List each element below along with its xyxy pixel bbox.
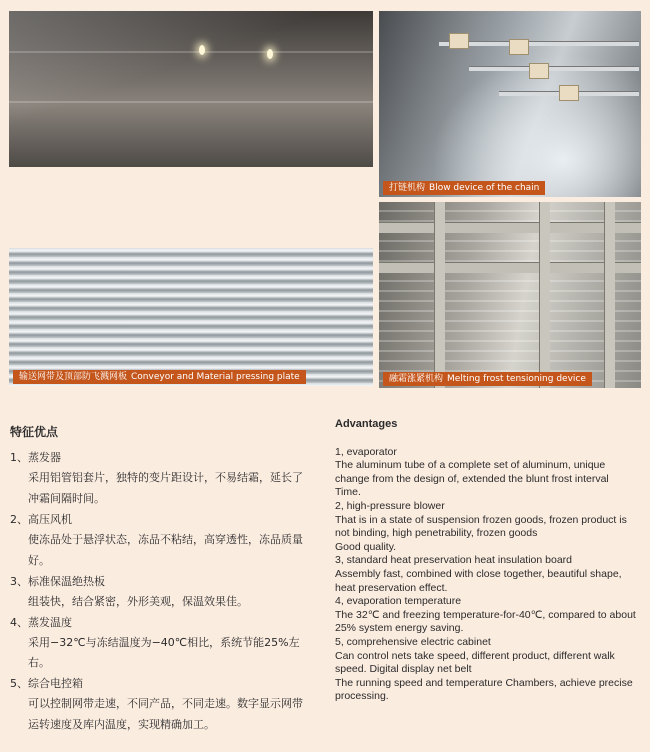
caption-frost <box>383 372 592 386</box>
advantages-line: Can control nets take speed, different product, different walk <box>335 649 615 662</box>
ceiling-lamp <box>267 49 273 59</box>
advantages-line: The running speed and temperature Chambers, achieve precise <box>335 676 633 689</box>
feature-item-body: 采用铝管铝套片，独特的变片距设计，不易结霜，延长了 <box>28 471 303 484</box>
advantages-line: The aluminum tube of a complete set of aluminum, unique <box>335 459 606 472</box>
chain-bar <box>469 66 639 71</box>
advantages-list <box>335 446 640 704</box>
chain-block <box>509 39 529 55</box>
feature-item-body: 运转速度及库内温度，实现精确加工。 <box>28 718 215 731</box>
advantages-line: not binding, high penetrability, frozen goods <box>335 527 538 540</box>
ceiling-lamp <box>199 45 205 55</box>
caption-chain <box>383 181 545 195</box>
advantages-line: change from the design of, extended the blunt frost interval <box>335 472 609 485</box>
frame-post <box>434 202 445 388</box>
advantages-heading: Advantages <box>335 418 398 430</box>
caption-mesh <box>13 370 306 384</box>
caption-mesh-cn: 输送网带及顶部防飞溅网板 <box>19 372 128 382</box>
feature-item-title: 1、蒸发器 <box>10 451 61 464</box>
frame-post <box>604 202 615 388</box>
tunnel-ridge <box>9 51 373 53</box>
chain-bar <box>439 41 639 46</box>
advantages-line: 5, comprehensive electric cabinet <box>335 635 491 648</box>
frame-beam <box>379 222 641 233</box>
advantages-line: processing. <box>335 690 389 703</box>
feature-item-title: 4、蒸发温度 <box>10 616 72 629</box>
feature-item-body: 采用−32℃与冻结温度为−40℃相比，系统节能25%左右。 <box>28 636 300 669</box>
advantages-line: speed. Digital display net belt <box>335 663 472 676</box>
feature-item-title: 5、综合电控箱 <box>10 677 83 690</box>
chain-block <box>529 63 549 79</box>
tunnel-ridge <box>9 101 373 103</box>
advantages-line: The 32℃ and freezing temperature-for-40℃, compared to about <box>335 608 636 621</box>
feature-item-body: 好。 <box>28 554 50 567</box>
advantages-line: 2, high-pressure blower <box>335 499 445 512</box>
feature-item-body: 组装快，结合紧密，外形美观，保温效果佳。 <box>28 595 248 608</box>
photo-freezer-tunnel <box>9 11 373 167</box>
feature-item-title: 2、高压风机 <box>10 513 72 526</box>
advantages-line: Good quality. <box>335 540 397 553</box>
caption-mesh-en: Conveyor and Material pressing plate <box>131 372 300 382</box>
feature-item-body: 可以控制网带走速，不同产品，不同走速。数字显示网带 <box>28 697 303 710</box>
features-heading: 特征优点 <box>10 425 59 439</box>
chain-block <box>449 33 469 49</box>
caption-frost-en: Melting frost tensioning device <box>447 374 586 384</box>
advantages-line: Time. <box>335 486 361 499</box>
advantages-line: 4, evaporation temperature <box>335 595 462 608</box>
advantages-line: Assembly fast, combined with close together, beautiful shape, <box>335 567 622 580</box>
advantages-line: 25% system energy saving. <box>335 622 464 635</box>
photo-frost-tensioning-device <box>379 202 641 388</box>
frame-beam <box>379 262 641 273</box>
caption-chain-cn: 打链机构 <box>389 183 426 193</box>
photo-chain-blow-device <box>379 11 641 197</box>
feature-item-body: 冲霜间隔时间。 <box>28 492 105 505</box>
features-list <box>10 448 315 735</box>
advantages-line: 1, evaporator <box>335 445 397 458</box>
chain-block <box>559 85 579 101</box>
feature-item-title: 3、标准保温绝热板 <box>10 575 105 588</box>
feature-item-body: 使冻品处于悬浮状态，冻品不粘结，高穿透性，冻品质量 <box>28 533 303 546</box>
advantages-line: 3, standard heat preservation heat insulation board <box>335 554 572 567</box>
caption-chain-en: Blow device of the chain <box>429 183 540 193</box>
advantages-section <box>335 418 640 704</box>
advantages-line: That is in a state of suspension frozen goods, frozen product is <box>335 513 627 526</box>
advantages-line: heat preservation effect. <box>335 581 448 594</box>
photo-conveyor-mesh <box>9 248 373 386</box>
features-section <box>10 422 315 736</box>
frame-post <box>539 202 550 388</box>
caption-frost-cn: 融霜涨紧机构 <box>389 374 444 384</box>
